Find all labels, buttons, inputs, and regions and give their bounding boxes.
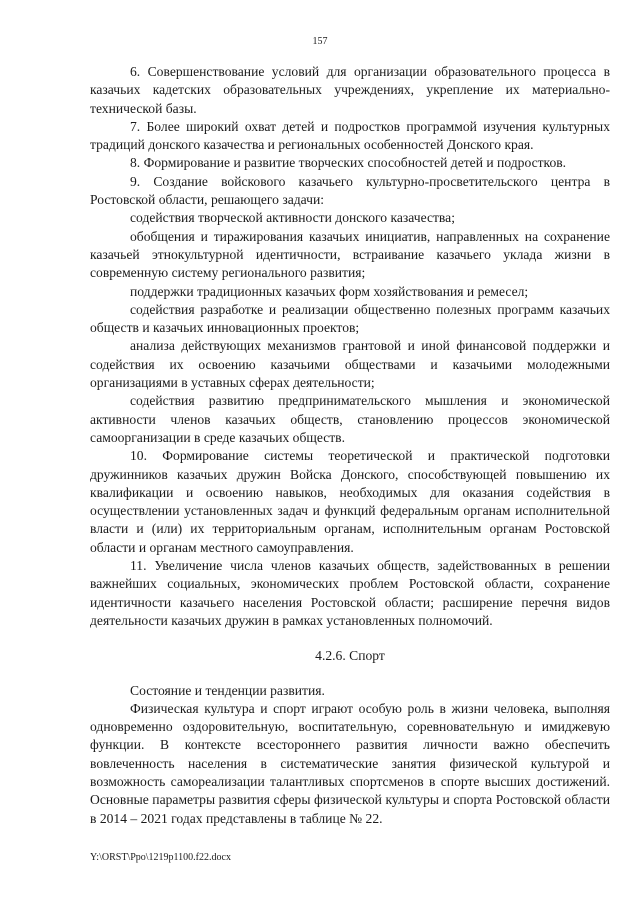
paragraph: 11. Увеличение числа членов казачьих обществ, задействованных в решении важнейших социальных, экономических проблем Ростовской области, сохранение идентичности казачьего населения Ростовской области; расширение перечня видов деятельности казачьих дружин в рамках установленных полномочий.: [90, 558, 610, 628]
footer-file-path: Y:\ORST\Ppo\1219p1100.f22.docx: [90, 852, 231, 863]
paragraph: обобщения и тиражирования казачьих инициатив, направленных на сохранение казачьей этнокультурной идентичности, встраивание казачьего уклада жизни в современную систему регионального развития;: [90, 228, 610, 281]
paragraph: 9. Создание войскового казачьего культурно-просветительского центра в Ростовской области, решающего задачи:: [90, 173, 610, 208]
paragraph: Физическая культура и спорт играют особую роль в жизни человека, выполняя одновременно оздоровительную, воспитательную, соревновательную и имиджевую функции. В контексте всестороннего развития личности важно обеспечить вовлеченность населения в систематические занятия физической культурой и возможность самореализации талантливых спортсменов в спорте высших достижений. Основные параметры развития сферы физической культуры и спорта Ростовской области в 2014 – 2021 годах представлены в таблице № 22.: [90, 700, 610, 826]
page-number: 157: [312, 36, 328, 47]
paragraph: поддержки традиционных казачьих форм хозяйствования и ремесел;: [130, 283, 529, 299]
section-heading: 4.2.6. Спорт: [315, 648, 385, 664]
paragraph: содействия творческой активности донского казачества;: [130, 210, 455, 226]
paragraph: анализа действующих механизмов грантовой и иной финансовой поддержки и содействия их освоению казачьими обществами и казачьими молодежными организациями в уставных сферах деятельности;: [90, 338, 610, 391]
paragraph: содействия разработке и реализации общественно полезных программ казачьих обществ и казачьих инновационных проектов;: [90, 301, 610, 336]
paragraph: содействия развитию предпринимательского мышления и экономической активности членов казачьих обществ, становлению процессов экономической самоорганизации в среде казачьих обществ.: [90, 393, 610, 445]
paragraph: 7. Более широкий охват детей и подростков программой изучения культурных традиций донского казачества и региональных особенностей Донского края.: [90, 118, 610, 153]
document-body: [90, 63, 610, 828]
paragraph: 10. Формирование системы теоретической и практической подготовки дружинников казачьих дружин Войска Донского, способствующей повышению их квалификации и освоению навыков, необходимых для оказания содействия в осуществлении установленных задач и функций федеральным органам исполнительной власти и (или) их территориальным органам, исполнительным органам Ростовской области и органам местного самоуправления.: [90, 448, 610, 555]
paragraph: Состояние и тенденции развития.: [130, 682, 325, 698]
paragraph: 8. Формирование и развитие творческих способностей детей и подростков.: [130, 155, 567, 171]
paragraph: 6. Совершенствование условий для организации образовательного процесса в казачьих кадетских образовательных учреждениях, укрепление их материально-технической базы.: [90, 64, 610, 116]
